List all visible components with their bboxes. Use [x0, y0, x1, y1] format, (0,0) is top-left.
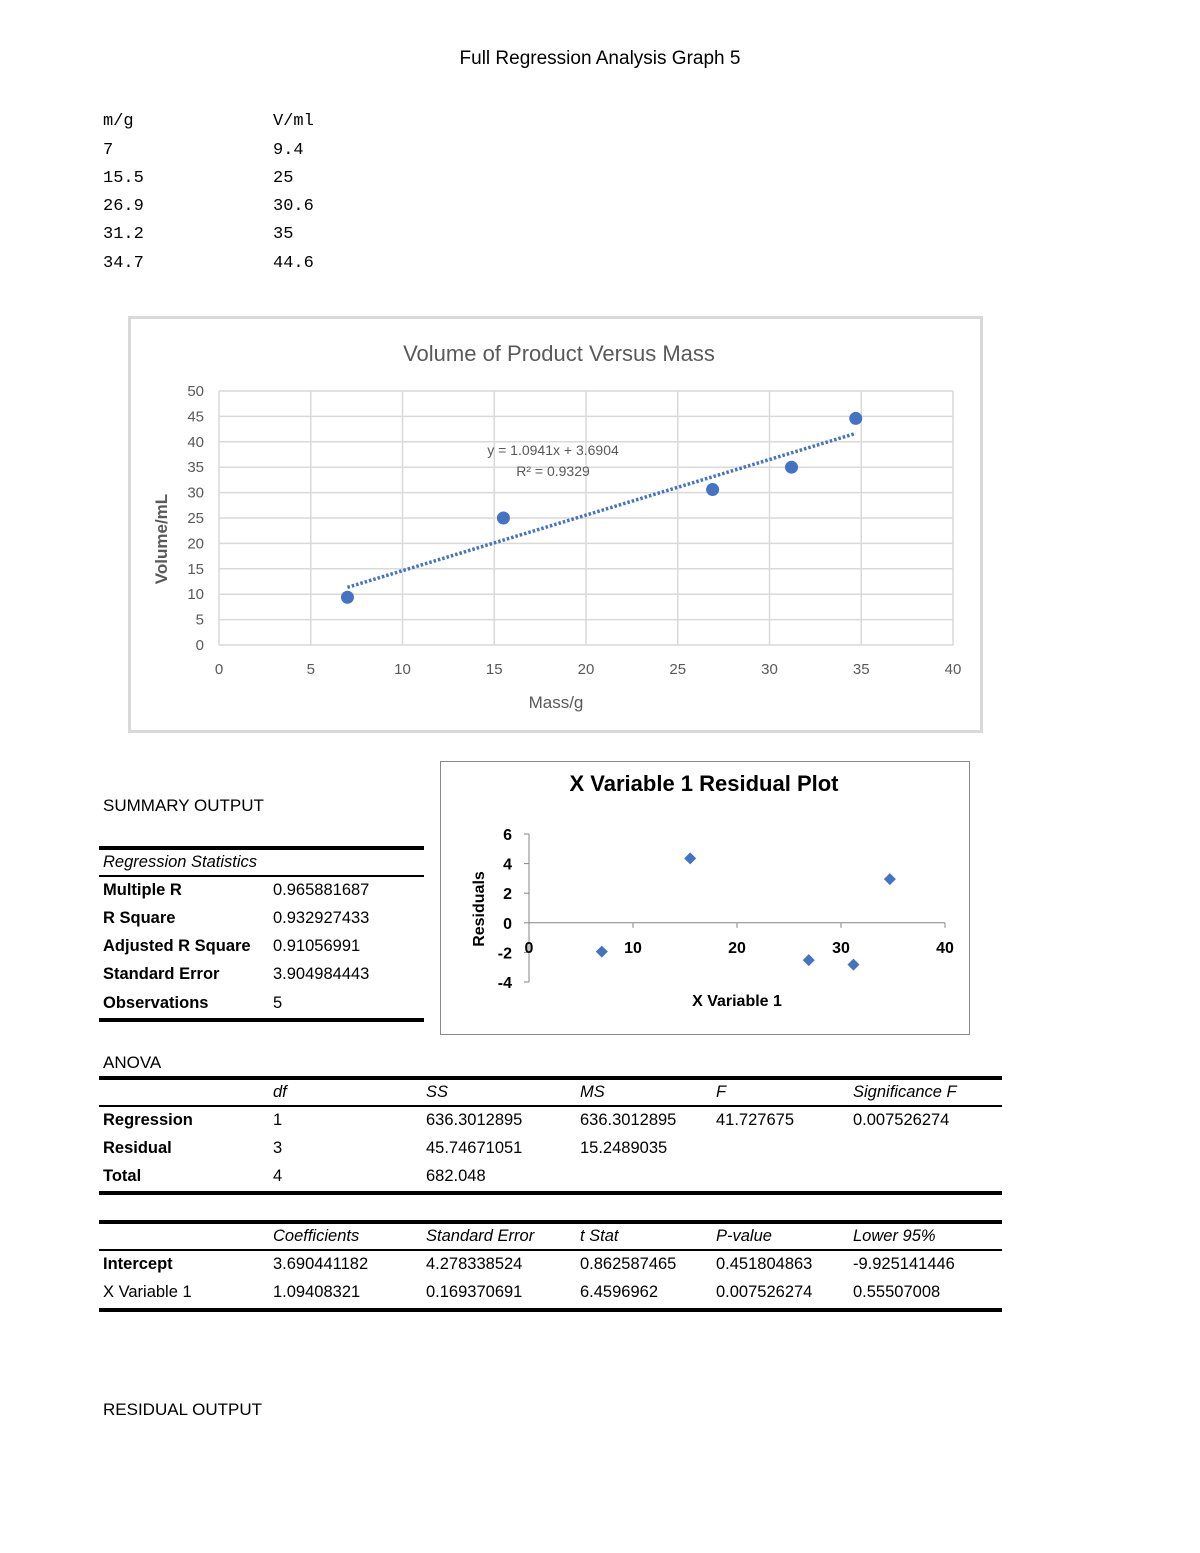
data-point	[497, 512, 510, 525]
anova-row-label: Residual	[103, 1139, 172, 1157]
data-cell: 15.5	[103, 169, 144, 188]
stats-label: Observations	[103, 994, 209, 1012]
data-cell: 25	[273, 169, 294, 188]
stats-value: 5	[273, 994, 283, 1012]
data-cell: 31.2	[103, 225, 144, 244]
data-cell: 26.9	[103, 197, 144, 216]
residual-output-heading: RESIDUAL OUTPUT	[103, 1400, 263, 1419]
data-cell: 44.6	[273, 254, 314, 273]
stats-label: R Square	[103, 909, 176, 927]
anova-header-rule	[99, 1105, 1002, 1107]
anova-header: SS	[426, 1083, 449, 1101]
stats-heading: Regression Statistics	[103, 853, 258, 871]
y-tick-label: 25	[187, 510, 204, 527]
y-tick-label: 35	[187, 459, 204, 477]
anova-cell: 4	[273, 1167, 283, 1185]
residual-point	[684, 852, 696, 864]
y-tick-label: 50	[187, 383, 204, 400]
x-tick-label: 10	[394, 661, 411, 678]
y-tick-label: 4	[503, 856, 512, 874]
anova-cell: 636.3012895	[580, 1111, 677, 1129]
data-point	[706, 483, 719, 496]
stats-top-rule	[99, 846, 424, 850]
y-tick-label: 10	[187, 586, 204, 604]
residual-point	[884, 873, 896, 885]
anova-cell: 3	[273, 1139, 283, 1157]
stats-label: Multiple R	[103, 881, 182, 899]
y-tick-label: 6	[503, 827, 512, 844]
coef-top-rule	[99, 1220, 1002, 1224]
data-cell: 35	[273, 225, 294, 244]
residual-plot-chart	[440, 761, 970, 1035]
coef-cell: 0.451804863	[716, 1255, 813, 1273]
coef-cell: 6.4596962	[580, 1283, 658, 1301]
stats-value: 0.91056991	[273, 937, 361, 955]
stats-header-rule	[99, 875, 424, 877]
x-tick-label: 20	[577, 661, 595, 678]
anova-top-rule	[99, 1076, 1002, 1080]
data-point	[341, 591, 354, 604]
residual-plot-svg	[441, 762, 969, 1034]
coef-cell: 0.55507008	[853, 1283, 941, 1301]
coef-header: Lower 95%	[853, 1227, 936, 1245]
y-tick-label: 0	[195, 637, 204, 654]
y-axis-label: Volume/mL	[152, 493, 171, 585]
anova-cell: 1	[273, 1111, 283, 1129]
y-tick-label: 0	[503, 915, 512, 933]
trendline-r-squared: R² = 0.9329	[516, 463, 590, 479]
y-tick-label: 40	[187, 433, 204, 451]
trendline-equation: y = 1.0941x + 3.6904	[487, 442, 619, 458]
stats-value: 3.904984443	[273, 965, 370, 983]
x-tick-label: 40	[944, 661, 962, 678]
stats-value: 0.932927433	[273, 909, 370, 927]
stats-label: Standard Error	[103, 965, 220, 983]
data-point	[849, 412, 862, 425]
y-tick-label: 45	[187, 408, 204, 426]
coef-header: Coefficients	[273, 1227, 360, 1245]
residual-point	[596, 946, 608, 958]
x-tick-label: 10	[624, 939, 642, 957]
coef-header-rule	[99, 1249, 1002, 1251]
y-tick-label: -4	[497, 975, 512, 992]
y-tick-label: 20	[187, 535, 204, 553]
data-header-volume: V/ml	[273, 112, 314, 131]
data-header-mass: m/g	[103, 112, 134, 131]
coef-cell: 4.278338524	[426, 1255, 523, 1273]
summary-heading: SUMMARY OUTPUT	[103, 796, 264, 815]
residual-y-axis-label: Residuals	[471, 871, 488, 947]
residual-point	[847, 959, 859, 971]
chart-title: Volume of Product Versus Mass	[403, 341, 715, 366]
anova-cell: 45.74671051	[426, 1139, 523, 1157]
coef-cell: 0.862587465	[580, 1255, 677, 1273]
x-tick-label: 25	[669, 661, 687, 678]
coef-cell: 0.169370691	[426, 1283, 523, 1301]
data-cell: 9.4	[273, 141, 304, 160]
anova-heading: ANOVA	[103, 1053, 162, 1072]
x-tick-label: 30	[832, 939, 850, 957]
residual-x-axis-label: X Variable 1	[692, 993, 782, 1010]
volume-mass-chart-svg	[131, 319, 980, 730]
anova-cell: 636.3012895	[426, 1111, 523, 1129]
residual-chart-title: X Variable 1 Residual Plot	[569, 771, 839, 796]
stats-bottom-rule	[99, 1018, 424, 1022]
x-axis-label: Mass/g	[528, 693, 584, 712]
anova-cell: 0.007526274	[853, 1111, 950, 1129]
volume-mass-chart	[128, 316, 983, 733]
coef-row-label: X Variable 1	[103, 1283, 192, 1301]
coef-header: P-value	[716, 1227, 772, 1245]
y-tick-label: -2	[497, 945, 512, 963]
data-point	[785, 461, 798, 474]
coef-row-label: Intercept	[103, 1255, 173, 1273]
page-title: Full Regression Analysis Graph 5	[459, 48, 741, 69]
anova-bottom-rule	[99, 1191, 1002, 1195]
y-tick-label: 15	[187, 560, 204, 578]
x-tick-label: 15	[485, 661, 503, 678]
coef-cell: 3.690441182	[273, 1255, 369, 1273]
anova-cell: 41.727675	[716, 1111, 794, 1129]
coef-header: Standard Error	[426, 1227, 535, 1245]
coef-header: t Stat	[580, 1227, 619, 1245]
data-cell: 7	[103, 141, 114, 160]
stats-value: 0.965881687	[273, 881, 370, 899]
anova-cell: 15.2489035	[580, 1139, 668, 1157]
y-tick-label: 2	[503, 886, 512, 904]
anova-row-label: Regression	[103, 1111, 193, 1129]
y-tick-label: 30	[187, 484, 204, 502]
stats-label: Adjusted R Square	[103, 937, 251, 955]
y-tick-label: 5	[195, 611, 204, 629]
anova-row-label: Total	[103, 1167, 142, 1185]
residual-point	[803, 954, 815, 966]
x-tick-label: 0	[214, 661, 224, 678]
x-tick-label: 0	[524, 939, 534, 957]
x-tick-label: 20	[728, 939, 746, 957]
anova-header: df	[273, 1083, 287, 1101]
anova-cell: 682.048	[426, 1167, 486, 1185]
data-cell: 30.6	[273, 197, 314, 216]
data-cell: 34.7	[103, 254, 144, 273]
x-tick-label: 35	[852, 661, 870, 678]
x-tick-label: 5	[306, 661, 315, 678]
coef-cell: 0.007526274	[716, 1283, 813, 1301]
x-tick-label: 40	[936, 939, 954, 957]
anova-header: F	[716, 1083, 727, 1101]
anova-header: Significance F	[853, 1083, 957, 1101]
coef-cell: -9.925141446	[853, 1255, 955, 1273]
x-tick-label: 30	[761, 661, 778, 678]
coef-cell: 1.09408321	[273, 1283, 361, 1301]
coef-bottom-rule	[99, 1308, 1002, 1312]
anova-header: MS	[580, 1083, 605, 1101]
